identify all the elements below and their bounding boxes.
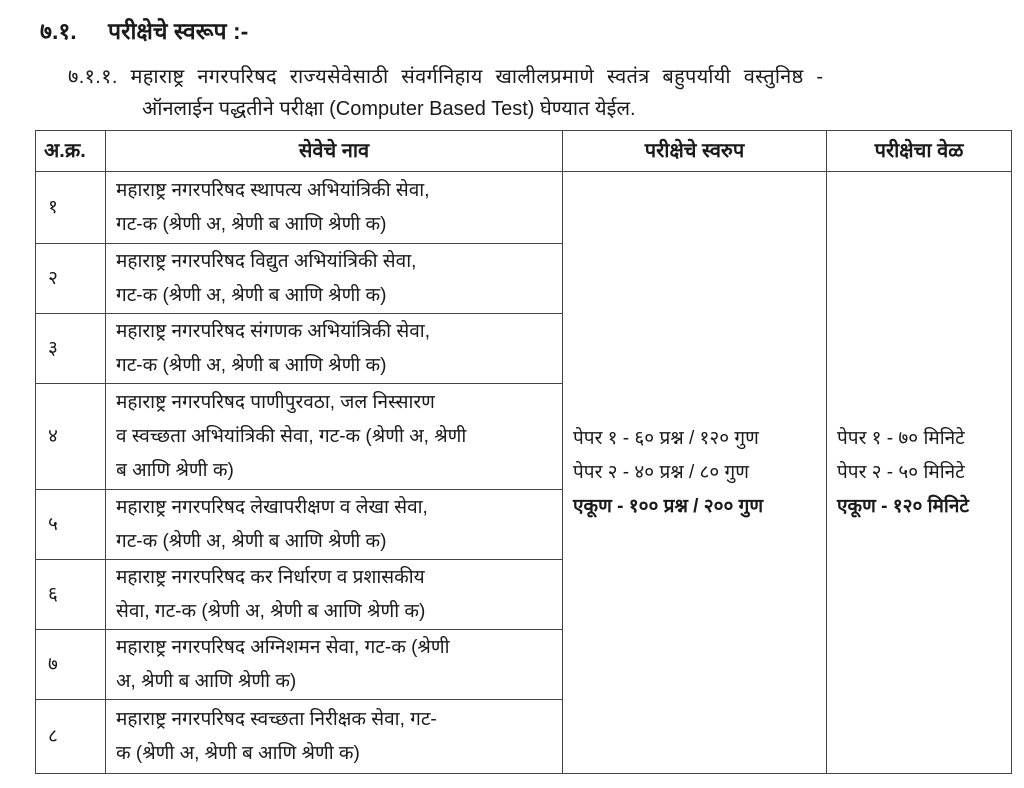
service-line: गट-क (श्रेणी अ, श्रेणी ब आणि श्रेणी क) — [116, 213, 387, 235]
section-heading — [40, 14, 248, 46]
service-name — [106, 314, 563, 384]
service-line: महाराष्ट्र नगरपरिषद विद्युत अभियांत्रिकी सेवा, — [116, 250, 417, 272]
service-line: व स्वच्छता अभियांत्रिकी सेवा, गट-क (श्रेणी अ, श्रेणी — [116, 425, 467, 447]
service-name — [106, 560, 563, 630]
header-exam-format: परीक्षेचे स्वरुप — [563, 131, 827, 172]
serial-number: ६ — [36, 560, 106, 630]
serial-number: ८ — [36, 700, 106, 774]
serial-number: २ — [36, 244, 106, 314]
service-line: महाराष्ट्र नगरपरिषद पाणीपुरवठा, जल निस्सारण — [116, 391, 435, 413]
service-line: महाराष्ट्र नगरपरिषद संगणक अभियांत्रिकी सेवा, — [116, 320, 430, 342]
paragraph-line-2: ऑनलाईन पद्धतीने परीक्षा (Computer Based Test) घेण्यात येईल. — [142, 98, 636, 120]
section-number: ७.१. — [40, 18, 77, 44]
serial-number: ७ — [36, 630, 106, 700]
section-title: परीक्षेचे स्वरूप :- — [108, 18, 249, 44]
service-line: महाराष्ट्र नगरपरिषद अग्निशमन सेवा, गट-क (श्रेणी — [116, 636, 450, 658]
table-header-row — [36, 131, 1012, 172]
service-line: सेवा, गट-क (श्रेणी अ, श्रेणी ब आणि श्रेणी क) — [116, 600, 426, 622]
time-paper1: पेपर १ - ७० मिनिटे — [837, 427, 965, 449]
exam-table — [35, 130, 1012, 774]
service-line: गट-क (श्रेणी अ, श्रेणी ब आणि श्रेणी क) — [116, 530, 387, 552]
service-name — [106, 172, 563, 244]
service-name — [106, 630, 563, 700]
service-name — [106, 244, 563, 314]
service-line: महाराष्ट्र नगरपरिषद स्वच्छता निरीक्षक सेवा, गट- — [116, 708, 437, 730]
service-line: महाराष्ट्र नगरपरिषद स्थापत्य अभियांत्रिकी सेवा, — [116, 179, 430, 201]
header-sr: अ.क्र. — [36, 131, 106, 172]
format-paper1: पेपर १ - ६० प्रश्न / १२० गुण — [573, 427, 759, 449]
serial-number: ४ — [36, 384, 106, 490]
service-line: महाराष्ट्र नगरपरिषद कर निर्धारण व प्रशासकीय — [116, 566, 425, 588]
service-line: महाराष्ट्र नगरपरिषद लेखापरीक्षण व लेखा सेवा, — [116, 496, 428, 518]
serial-number: १ — [36, 172, 106, 244]
format-total: एकूण - १०० प्रश्न / २०० गुण — [573, 495, 764, 517]
service-line: गट-क (श्रेणी अ, श्रेणी ब आणि श्रेणी क) — [116, 354, 387, 376]
serial-number: ३ — [36, 314, 106, 384]
header-exam-time: परीक्षेचा वेळ — [827, 131, 1012, 172]
service-line: ब आणि श्रेणी क) — [116, 459, 234, 481]
time-paper2: पेपर २ - ५० मिनिटे — [837, 461, 965, 483]
service-line: क (श्रेणी अ, श्रेणी ब आणि श्रेणी क) — [116, 742, 360, 764]
paragraph-line-1: ७.१.१. महाराष्ट्र नगरपरिषद राज्यसेवेसाठी संवर्गनिहाय खालीलप्रमाणे स्वतंत्र बहुपर्यायी वस्तुनिष्ठ - — [68, 66, 824, 88]
service-name — [106, 490, 563, 560]
format-paper2: पेपर २ - ४० प्रश्न / ८० गुण — [573, 461, 749, 483]
serial-number: ५ — [36, 490, 106, 560]
table-row — [36, 172, 1012, 244]
service-name — [106, 700, 563, 774]
exam-time-cell — [827, 172, 1012, 774]
service-line: गट-क (श्रेणी अ, श्रेणी ब आणि श्रेणी क) — [116, 284, 387, 306]
service-name — [106, 384, 563, 490]
time-total: एकूण - १२० मिनिटे — [837, 495, 969, 517]
exam-format-cell — [563, 172, 827, 774]
service-line: अ, श्रेणी ब आणि श्रेणी क) — [116, 670, 297, 692]
header-service-name: सेवेचे नाव — [106, 131, 563, 172]
